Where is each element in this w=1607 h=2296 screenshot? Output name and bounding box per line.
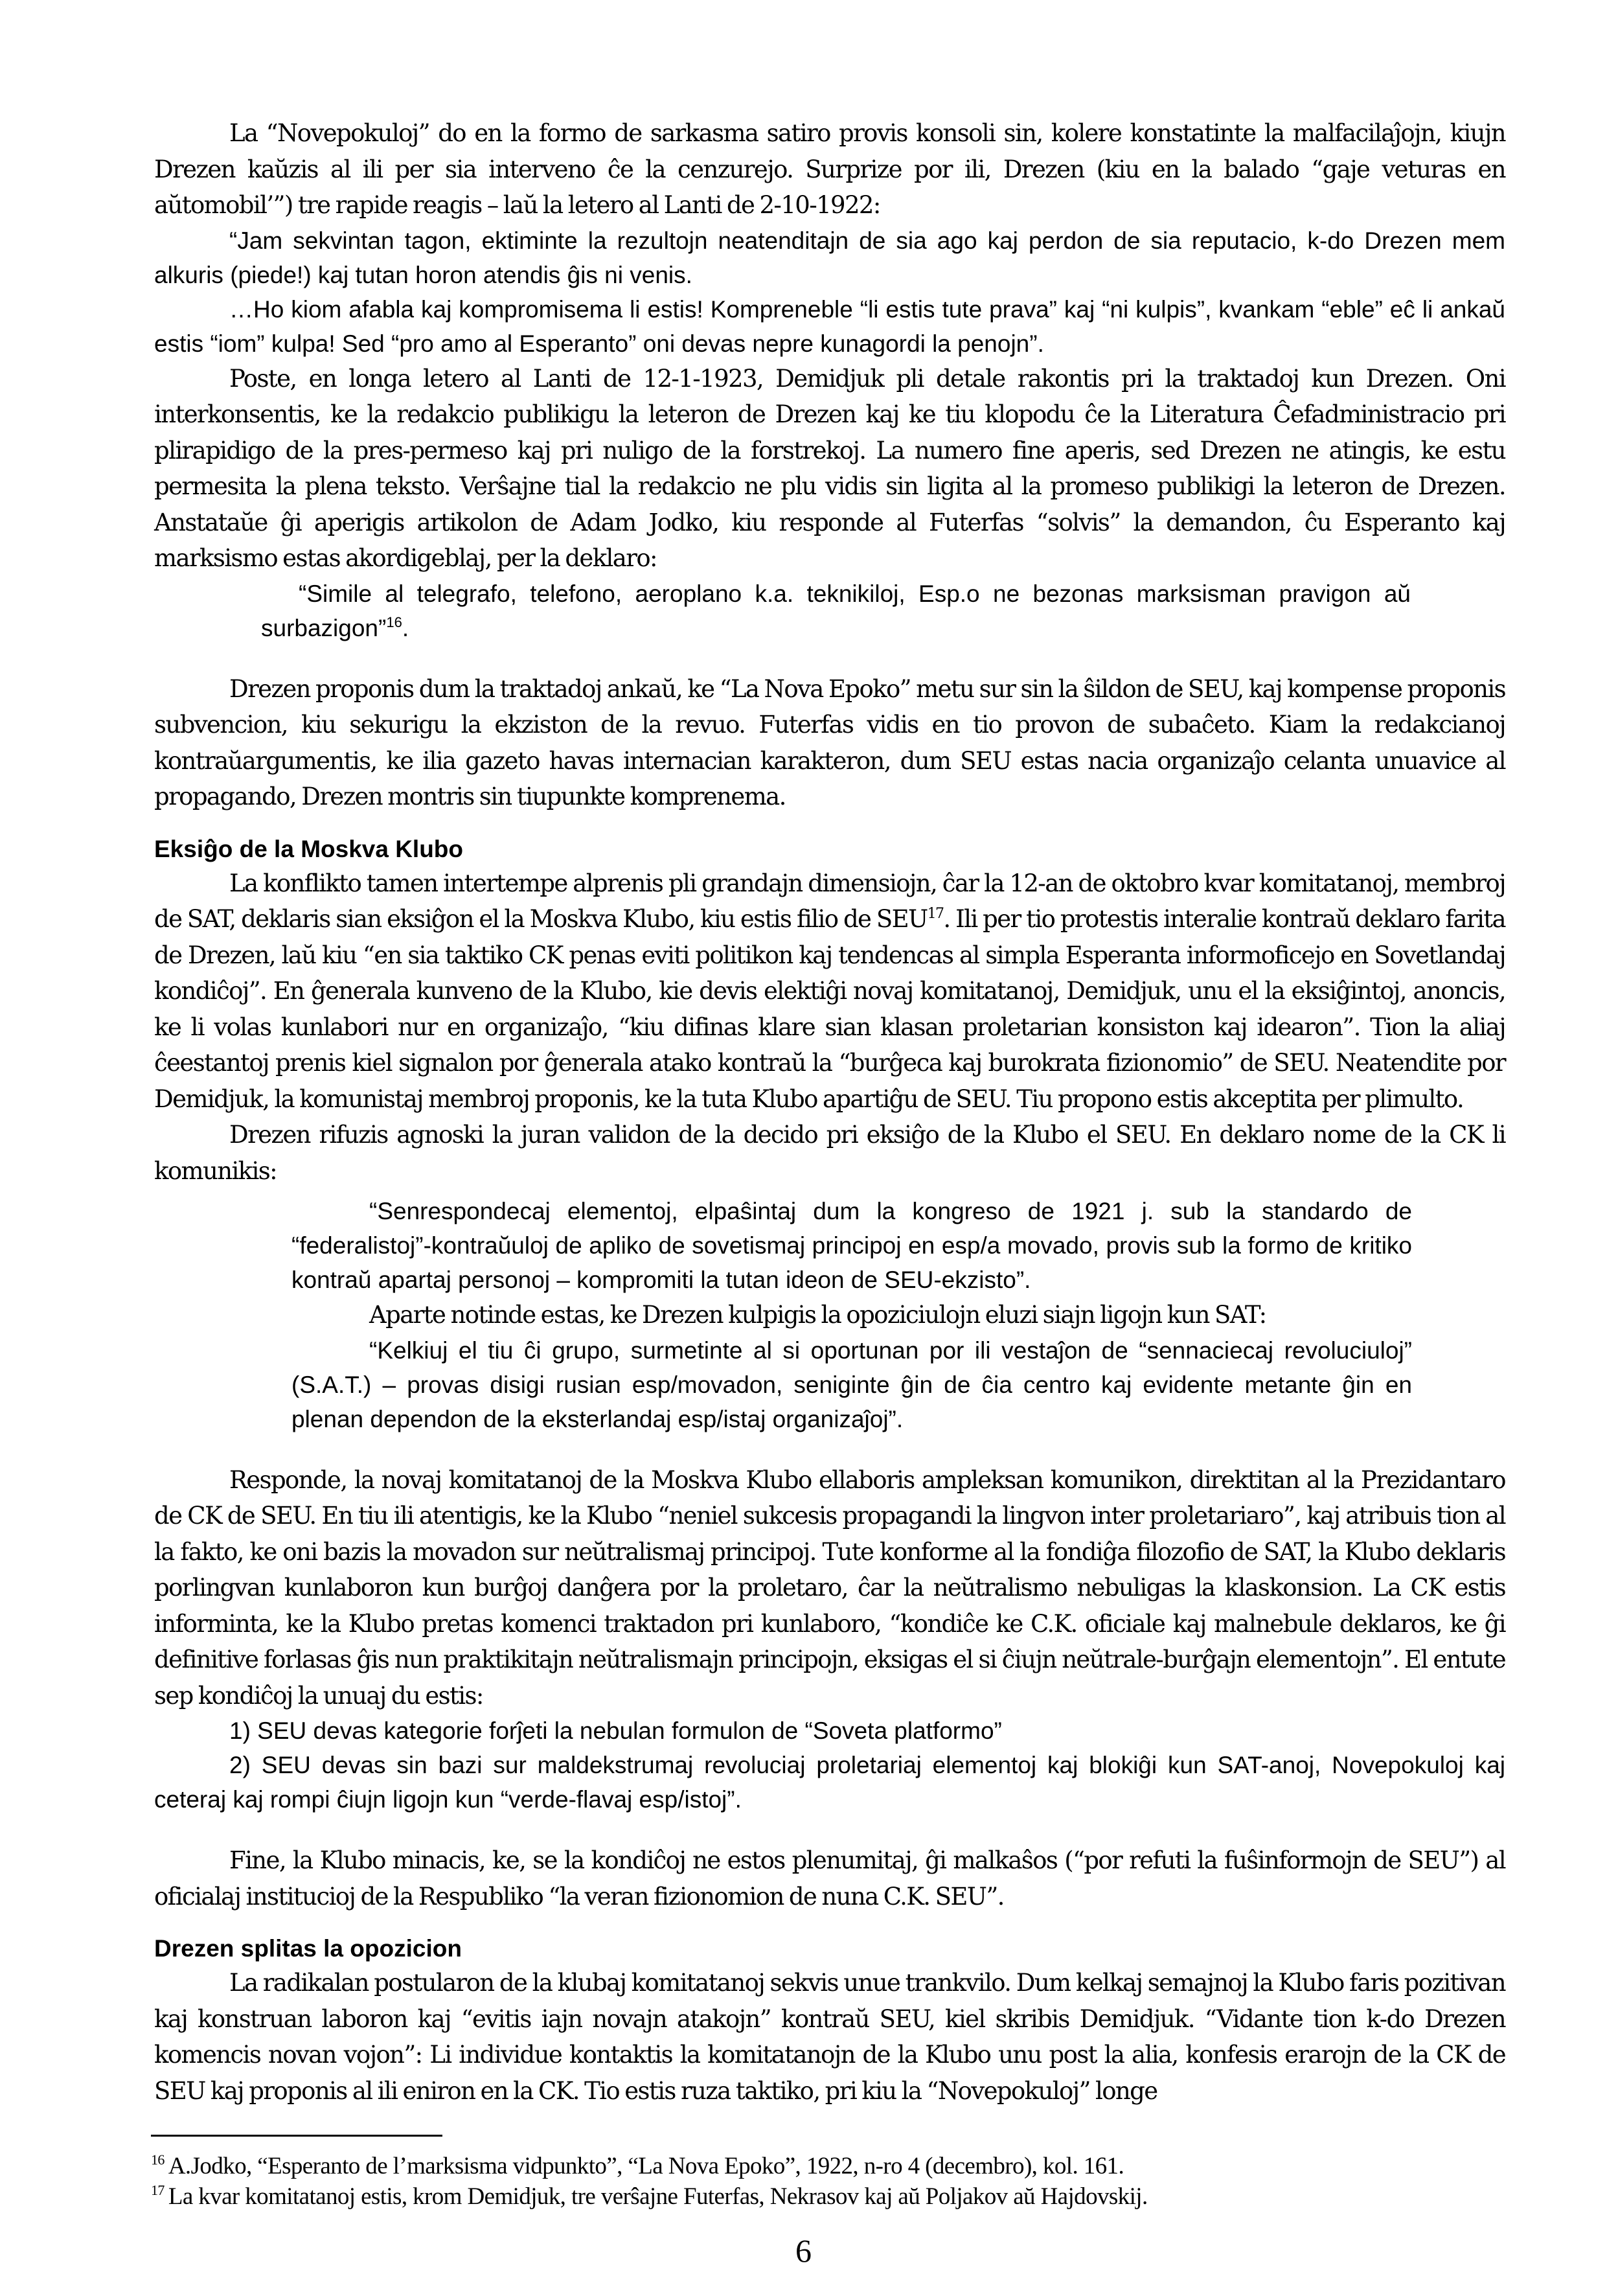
section-heading: [154, 833, 1505, 866]
spacer: [154, 645, 1505, 671]
conditions-list: [154, 1714, 1505, 1817]
paragraph-text: Responde, la novaj komitatanoj de la Moskva Klubo ellaboris ampleksan komunikon, direktitan al la Prezidantaro de CK de SEU. En tiu ili atentigis, ke la Klubo “neniel sukcesis propagandi la lingvon inter proletariaro”, kaj atribuis tion al la fakto, ke oni bazis la movadon sur neŭtralismaj principoj. Tute konforme al la fondiĝa filozofio de SAT, la Klubo deklaris porlingvan kunlaboron kun burĝoj danĝera por la proletaro, ĉar la neŭtralismo nebuligas la klaskonsion. La CK estis informinta, ke la Klubo pretas komenci traktadon pri kunlaboro, “kondiĉe ke C.K. oficiale kaj malnebule deklaros, ke ĝi definitive forlasas ĝis nun praktikitajn neŭtralismajn principojn, eksigas el si ĉiujn neŭtrale-burĝajn elementojn”. El entute sep kondiĉoj la unuaj du estis:: [154, 1465, 1505, 1710]
paragraph: [154, 671, 1505, 815]
paragraph-text: La “Novepokuloj” do en la formo de sarkasma satiro provis konsoli sin, kolere konstatinte la malfacilaĵojn, kiujn Drezen kaŭzis al ili per sia interveno ĉe la cenzurejo. Surprize por ili, Drezen (kiu en la balado “gaje veturas en aŭtomobil’”) tre rapide reagis – laŭ la letero al Lanti de 2-10-1922:: [154, 119, 1505, 219]
paragraph: [154, 1117, 1505, 1189]
section-heading: [154, 1933, 1505, 1965]
spacer: [154, 1914, 1505, 1933]
spacer: [154, 1817, 1505, 1843]
footnote-text: A.Jodko, “Esperanto de l’marksisma vidpunkto”, “La Nova Epoko”, 1922, n-ro 4 (decembro), kol. 161.: [168, 2153, 1124, 2179]
body-text: [154, 115, 1505, 2109]
paragraph-text: Drezen proponis dum la traktadoj ankaŭ, ke “La Nova Epoko” metu sur sin la ŝildon de SEU, kaj kompense proponis subvencion, kiu sekurigu la ekziston de la revuo. Futerfas vidis en tio provon de subaĉeto. Kiam la redakcianoj kontraŭargumentis, ke ilia gazeto havas internacian karakteron, dum SEU estas nacia organizaĵo celanta unuavice al propagando, Drezen montris sin tiupunkte komprenema.: [154, 674, 1505, 810]
footnote-ref[interactable]: 17: [927, 906, 944, 922]
footnote-number: 17: [151, 2182, 165, 2198]
list-item: 2) SEU devas sin bazi sur maldekstrumaj revoluciaj proletariaj elementoj kaj blokiĝi kun SAT-anoj, Novepokuloj kaj ceteraj kaj rompi ĉiujn ligojn kun “verde-flavaj esp/istoj”.: [154, 1752, 1505, 1813]
heading-text: Eksiĝo de la Moskva Klubo: [154, 835, 464, 862]
paragraph-text-part: . Ili per tio protestis interalie kontraŭ deklaro farita de Drezen, laŭ kiu “en sia taktiko CK penas eviti politikon kaj tendencas al simpla Esperanta informoficejo en Sovetlandaj kondiĉoj”. En ĝenerala kunveno de la Klubo, kie devis elektiĝi novaj komitatanoj, Demidjuk, unu el la eksiĝintoj, anoncis, ke li volas kunlabori nur en organizaĵo, “kiu difinas klare sian klasan proletarian konsiston kaj idearon”. Tion la aliaj ĉeestantoj prenis kiel signalon por ĝenerala atako kontraŭ la “burĝeca kaj burokrata fizionomio” de SEU. Neatendite por Demidjuk, la komunistaj membroj proponis, ke la tuta Klubo apartiĝu de SEU. Tiu propono estis akceptita per plimulto.: [154, 905, 1506, 1113]
footnotes: [151, 2151, 1479, 2212]
paragraph-text-part: La konflikto tamen intertempe alprenis pli grandajn dimensiojn, ĉar la 12-an de oktobro kvar komitatanoj, membroj de SAT, deklaris sian eksiĝon el la Moskva Klubo, kiu estis filio de SEU: [154, 869, 1505, 933]
footnote-separator: [151, 2135, 442, 2137]
paragraph-text: Poste, en longa letero al Lanti de 12-1-1923, Demidjuk pli detale rakontis pri la traktadoj kun Drezen. Oni interkonsentis, ke la redakcio publikigu la leteron de Drezen kaj ke tiu klopodu ĉe la Literatura Ĉefadministracio pri plirapidigo de la pres-permeso kaj pri nuligo de la forstrekoj. La numero fine aperis, sed Drezen ne atingis, ke estu permesita la plena teksto. Verŝajne tial la redakcio ne plu vidis sin ligita al la promeso publikigi la leteron de Drezen. Anstataŭe ĝi aperigis artikolon de Adam Jodko, kiu responde al Futerfas “solvis” la demandon, ĉu Esperanto kaj marksismo estas akordigeblaj, per la deklaro:: [154, 364, 1505, 572]
paragraph: [154, 1843, 1505, 1914]
paragraph: [154, 1965, 1505, 2109]
list-item: 1) SEU devas kategorie forĵeti la nebulan formulon de “Soveta platformo”: [229, 1717, 1002, 1744]
paragraph-text: Aparte notinde estas, ke Drezen kulpigis la opoziciulojn eluzi siajn ligojn kun SAT:: [369, 1301, 1266, 1329]
paragraph: [154, 866, 1505, 1118]
paragraph: [154, 115, 1505, 224]
footnote: [151, 2151, 1479, 2181]
paragraph-text: La radikalan postularon de la klubaj komitatanoj sekvis unue trankvilo. Dum kelkaj semajnoj la Klubo faris pozitivan kaj konstruan laboron kaj “evitis iajn novajn atakojn” kontraŭ SEU, kiel skribis Demidjuk. “Vidante tion k-do Drezen komencis novan vojon”: Li individue kontaktis la komitatanojn de la Klubo unu post la alia, konfesis erarojn de la CK de SEU kaj proponis al ili eniron en la CK. Tio estis ruza taktiko, pri kiu la “Novepokuloj” longe: [154, 1969, 1505, 2105]
quote-text: …Ho kiom afabla kaj kompromisema li estis! Kompreneble “li estis tute prava” kaj “ni kulpis”, kvankam “eble” eĉ li ankaŭ estis “iom” kulpa! Sed “pro amo al Esperanto” oni devas nepre kunagordi la penojn”.: [154, 295, 1505, 357]
footnote-ref[interactable]: 16: [386, 614, 402, 630]
quote-text: [261, 577, 1411, 645]
footnote-text: La kvar komitatanoj estis, krom Demidjuk, tre verŝajne Futerfas, Nekrasov kaj aŭ Poljakov aŭ Hajdovskij.: [168, 2183, 1148, 2210]
block-quote: [291, 1194, 1412, 1297]
footnote: [151, 2181, 1479, 2212]
paragraph-text: [154, 866, 1505, 1118]
quote-text: “Senrespondecaj elementoj, elpaŝintaj dum la kongreso de 1921 j. sub la standardo de “federalistoj”-kontraŭuloj de apliko de sovetismaj principoj en esp/a movado, provis sub la formo de kritiko kontraŭ apartaj personoj – kompromiti la tutan ideon de SEU-ekzisto”.: [291, 1198, 1412, 1293]
paragraph: [154, 361, 1505, 577]
quote-body: “Simile al telegrafo, telefono, aeroplano k.a. teknikiloj, Esp.o ne bezonas marksisman pravigon aŭ surbazigon”: [261, 580, 1411, 641]
block-quote: [261, 577, 1411, 645]
page-bottom: [151, 2135, 1505, 2296]
spacer: [154, 815, 1505, 833]
heading-text: Drezen splitas la opozicion: [154, 1935, 462, 1962]
paragraph-text: Fine, la Klubo minacis, ke, se la kondiĉoj ne estos plenumitaj, ĝi malkaŝos (“por refuti la fuŝinformojn de SEU”) al oficialaj institucioj de la Respubliko “la veran fizionomion de nuna C.K. SEU”.: [154, 1846, 1505, 1911]
block-quote: [291, 1333, 1412, 1436]
paragraph: [291, 1297, 1412, 1333]
footnote-number: 16: [151, 2152, 165, 2168]
quote-text: “Jam sekvintan tagon, ektiminte la rezultojn neatenditajn de sia ago kaj perdon de sia reputacio, k-do Drezen mem alkuris (piede!) kaj tutan horon atendis ĝis ni venis.: [154, 227, 1505, 288]
page-number: 6: [795, 2233, 812, 2269]
quote-end: .: [402, 614, 409, 641]
paragraph: [154, 1462, 1505, 1714]
paragraph-text: Drezen rifuzis agnoski la juran validon de la decido pri eksiĝo de la Klubo el SEU. En deklaro nome de la CK li komunikis:: [154, 1121, 1505, 1185]
spacer: [154, 1436, 1505, 1462]
quote-text: “Kelkiuj el tiu ĉi grupo, surmetinte al si oportunan por ili vestaĵon de “sennaciecaj revoluciuloj” (S.A.T.) – provas disigi rusian esp/movadon, seniginte ĝin de ĉia centro kaj evidente metante ĝin en plenan dependon de la eksterlandaj esp/istaj organizaĵoj”.: [291, 1337, 1412, 1432]
block-quote: [154, 224, 1505, 361]
